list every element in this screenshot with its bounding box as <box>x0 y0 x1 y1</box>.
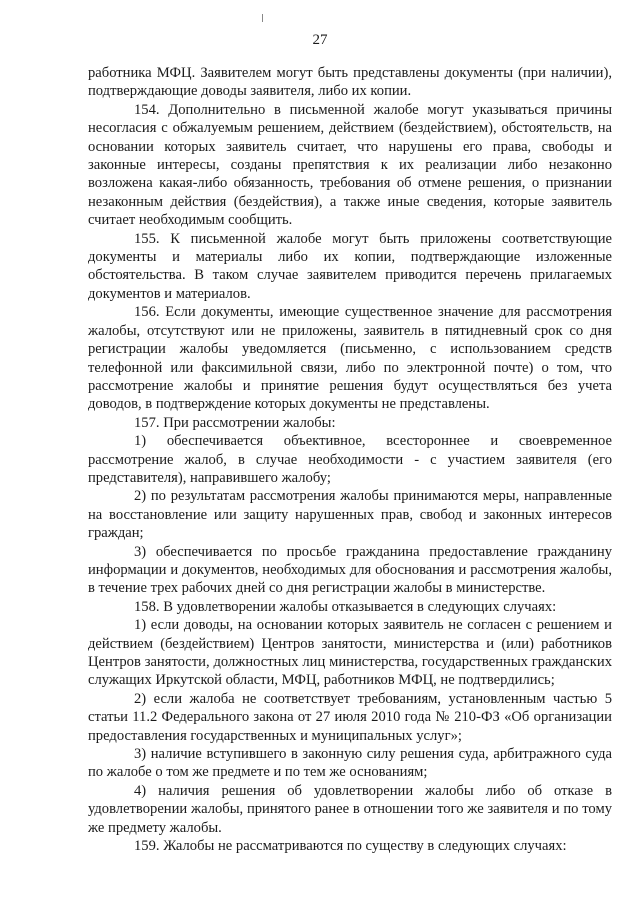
paragraph: 159. Жалобы не рассматриваются по существу в следующих случаях: <box>134 838 567 855</box>
paragraph: 158. В удовлетворении жалобы отказывается в следующих случаях: <box>134 598 557 615</box>
paragraph: 1) обеспечивается объективное, всестороннее и своевременное рассмотрение жалоб, в случае необходимости - с участием заявителя (его представителя), направившего жалобу; <box>88 433 612 486</box>
paragraph: 3) обеспечивается по просьбе гражданина предоставление гражданину информации и документов, необходимых для обоснования и рассмотрения жалобы, в течение трех рабочих дней со дня регистрации жалобы в министерстве. <box>88 543 612 597</box>
paragraph: 2) по результатам рассмотрения жалобы принимаются меры, направленные на восстановление или защиту нарушенных прав, свобод и законных интересов граждан; <box>88 488 612 542</box>
paragraph: 3) наличие вступившего в законную силу решения суда, арбитражного суда по жалобе о том же предмете и по тем же основаниям; <box>88 746 612 781</box>
paragraph: 157. При рассмотрении жалобы: <box>134 414 336 431</box>
paragraph: 156. Если документы, имеющие существенное значение для рассмотрения жалобы, отсутствуют или не приложены, заявитель в пятидневный срок со дня регистрации жалобы уведомляется (письменно, с использованием средств телефонной или факсимильной связи, либо по электронной почте) о том, что рассмотрение жалобы и принятие решения будут осуществляться без учета доводов, в подтверждение которых документы не представлены. <box>88 304 612 413</box>
paragraph: 155. К письменной жалобе могут быть приложены соответствующие документы и материалы либо их копии, подтверждающие изложенные обстоятельства. В таком случае заявителем приводится перечень прилагаемых документов и материалов. <box>88 230 612 302</box>
paragraph: 1) если доводы, на основании которых заявитель не согласен с решением и действием (бездействием) Центров занятости, министерства и (или) работников Центров занятости, должностных лиц министерства, государственных гражданских служащих Иркутской области, МФЦ, работников МФЦ, не подтвердились; <box>88 617 612 689</box>
body-text <box>88 64 612 855</box>
paragraph: работника МФЦ. Заявителем могут быть представлены документы (при наличии), подтверждающие доводы заявителя, либо их копии. <box>88 65 612 100</box>
paragraph: 154. Дополнительно в письменной жалобе могут указываться причины несогласия с обжалуемым решением, действием (бездействием), обстоятельств, на основании которых заявитель считает, что нарушены его права, свободы и законные интересы, созданы препятствия к их реализации либо незаконно возложена какая-либо обязанность, требования об отмене решения, о признании незаконным действия (бездействия), а также иные сведения, которые заявитель считает необходимым сообщить. <box>88 101 612 229</box>
paragraph: 2) если жалоба не соответствует требованиям, установленным частью 5 статьи 11.2 Федерального закона от 27 июля 2010 года № 210-ФЗ «Об организации предоставления государственных и муниципальных услуг»; <box>88 690 612 744</box>
paragraph: 4) наличия решения об удовлетворении жалобы либо об отказе в удовлетворении жалобы, принятого ранее в отношении того же заявителя и по тому же предмету жалобы. <box>88 782 612 836</box>
scan-mark <box>262 14 263 22</box>
page-number: 27 <box>312 32 328 48</box>
